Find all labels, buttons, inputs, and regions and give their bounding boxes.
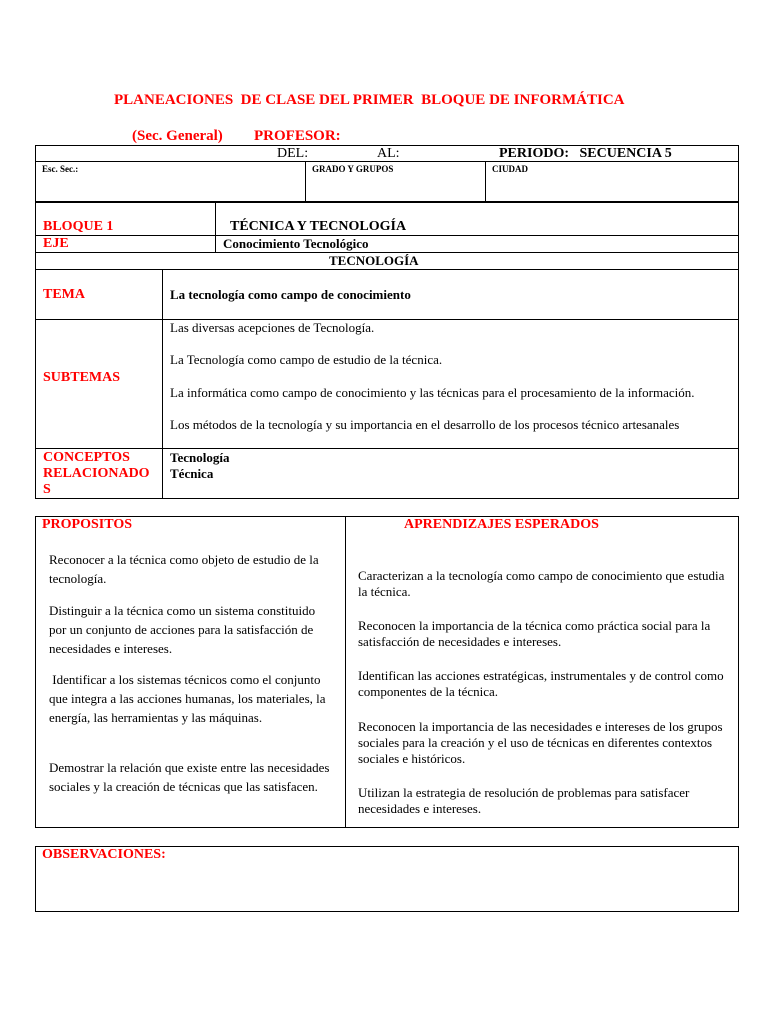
sec-general-label: (Sec. General) bbox=[132, 128, 223, 144]
tecnologia-header: TECNOLOGÍA bbox=[329, 253, 419, 268]
subtema-item: Los métodos de la tecnología y su importancia en el desarrollo de los procesos técnico artesanales bbox=[170, 417, 680, 432]
aprendizaje-item: Utilizan la estrategia de resolución de problemas para satisfacer necesidades e intereses. bbox=[358, 785, 690, 816]
document-title: PLANEACIONES DE CLASE DEL PRIMER BLOQUE DE INFORMÁTICA bbox=[114, 92, 625, 108]
tema-value: La tecnología como campo de conocimiento bbox=[170, 287, 411, 302]
bloque-value: TÉCNICA Y TECNOLOGÍA bbox=[230, 219, 407, 234]
eje-value: Conocimiento Tecnológico bbox=[223, 236, 369, 251]
al-label: AL: bbox=[377, 146, 400, 161]
aprendizaje-item: Reconocen la importancia de las necesidades e intereses de los grupos sociales para la creación y el uso de técnicas en diferentes contextos sociales e históricos. bbox=[358, 719, 723, 766]
tema-label: TEMA bbox=[43, 287, 85, 302]
conceptos-label-line3: S bbox=[43, 482, 51, 497]
bloque-label: BLOQUE 1 bbox=[43, 219, 114, 234]
profesor-label: PROFESOR: bbox=[254, 128, 341, 144]
observaciones-label: OBSERVACIONES: bbox=[42, 847, 166, 862]
ciudad-label: CIUDAD bbox=[492, 164, 528, 174]
concepto-item: Tecnología bbox=[170, 450, 230, 465]
aprendizaje-item: Caracterizan a la tecnología como campo de conocimiento que estudia la técnica. bbox=[358, 568, 725, 599]
conceptos-label-line1: CONCEPTOS bbox=[43, 450, 130, 465]
proposito-item: Distinguir a la técnica como un sistema constituido por un conjunto de acciones para la satisfacción de necesidades e intereses. bbox=[49, 603, 316, 656]
propositos-label: PROPOSITOS bbox=[42, 517, 132, 532]
concepto-item: Técnica bbox=[170, 466, 214, 481]
esc-sec-label: Esc. Sec.: bbox=[42, 164, 79, 174]
del-label: DEL: bbox=[277, 146, 309, 161]
periodo-label: PERIODO: SECUENCIA 5 bbox=[499, 146, 672, 161]
aprendizaje-item: Identifican las acciones estratégicas, instrumentales y de control como componentes de la técnica. bbox=[358, 668, 724, 699]
aprendizaje-item: Reconocen la importancia de la técnica como práctica social para la satisfacción de necesidades e intereses. bbox=[358, 618, 711, 649]
subtema-item: La Tecnología como campo de estudio de la técnica. bbox=[170, 352, 443, 367]
subtemas-label: SUBTEMAS bbox=[43, 370, 121, 385]
grado-grupos-label: GRADO Y GRUPOS bbox=[312, 164, 394, 174]
eje-label: EJE bbox=[43, 236, 69, 251]
content-table bbox=[35, 202, 739, 499]
proposito-item: Demostrar la relación que existe entre las necesidades sociales y la creación de técnicas que las satisfacen. bbox=[49, 760, 330, 794]
subtema-item: Las diversas acepciones de Tecnología. bbox=[170, 320, 375, 335]
aprendizajes-label: APRENDIZAJES ESPERADOS bbox=[404, 517, 599, 532]
conceptos-label-line2: RELACIONADO bbox=[43, 466, 150, 481]
proposito-item: Reconocer a la técnica como objeto de estudio de la tecnología. bbox=[49, 552, 319, 586]
subtema-item: La informática como campo de conocimiento y las técnicas para el procesamiento de la información. bbox=[170, 385, 695, 400]
proposito-item: Identificar a los sistemas técnicos como el conjunto que integra a las acciones humanas, los materiales, la energía, las herramientas y las máquinas. bbox=[49, 672, 329, 725]
